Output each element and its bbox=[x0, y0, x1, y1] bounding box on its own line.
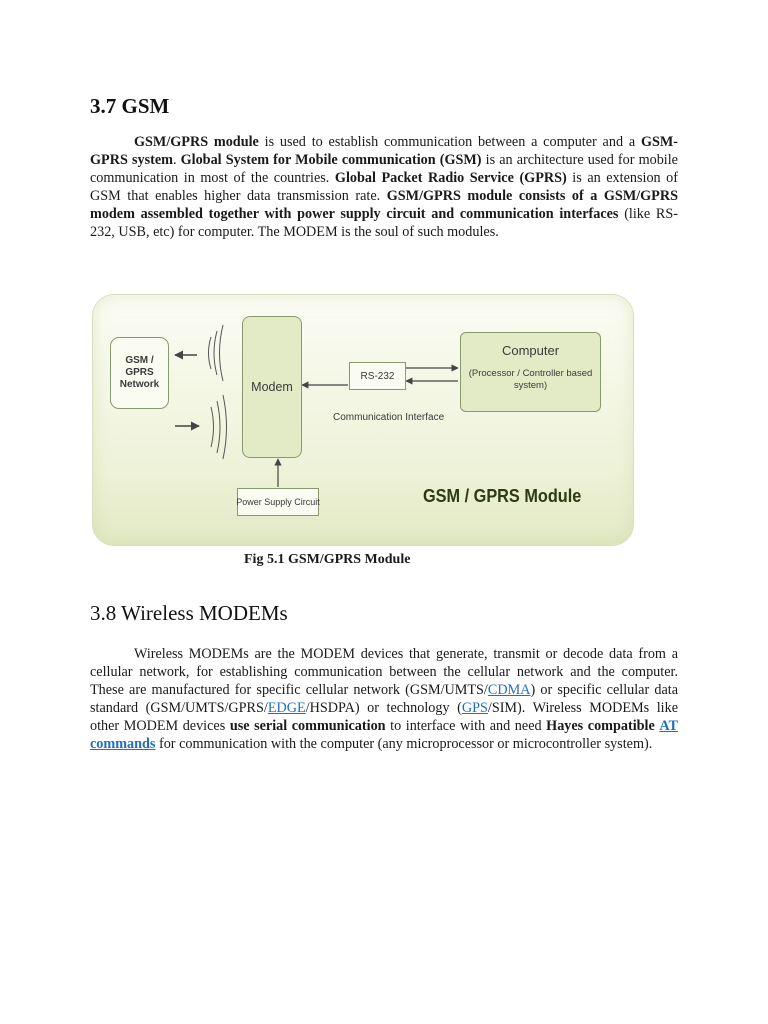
computer-title: Computer bbox=[501, 343, 560, 358]
text-span: ) or specific cellular data standard (GSM/UMTS/GPRS/ bbox=[90, 682, 678, 717]
bold-term-hayes-compatible: Hayes compatible bbox=[546, 718, 655, 735]
bold-term-gsm-gprs-system: GSM-GPRS system bbox=[90, 134, 678, 169]
text-span: /HSDPA) or technology ( bbox=[305, 700, 462, 717]
bold-term-gprs: Global Packet Radio Service (GPRS) bbox=[334, 170, 567, 187]
radio-waves-bottom-icon bbox=[211, 395, 227, 459]
text-span: Wireless MODEMs are the MODEM devices that generate, transmit or decode data from a cellular network, for establishing communication between the cellular network and the computer. These are manufactured for specific cellular network (GSM/UMTS/ bbox=[90, 646, 678, 699]
modem-box: Modem bbox=[242, 316, 302, 458]
communication-interface-label: Communication Interface bbox=[333, 412, 445, 423]
figure-caption: Fig 5.1 GSM/GPRS Module bbox=[244, 552, 411, 567]
text-span: is an architecture used for mobile communication in most of the countries. bbox=[90, 152, 678, 187]
computer-subtitle: (Processor / Controller based system) bbox=[468, 368, 593, 391]
computer-box bbox=[460, 332, 601, 412]
bold-term-gsm: Global System for Mobile communication (GSM) bbox=[180, 152, 482, 169]
gsm-paragraph bbox=[90, 133, 678, 242]
power-supply-box: Power Supply Circuit bbox=[237, 488, 319, 516]
text-span: to interface with and need bbox=[385, 718, 547, 735]
text-span: is used to establish communication between a computer and a bbox=[258, 134, 641, 150]
rs232-box: RS-232 bbox=[349, 362, 406, 390]
wireless-modems-paragraph bbox=[90, 645, 678, 754]
section-heading-3-8: 3.8 Wireless MODEMs bbox=[90, 601, 288, 625]
gsm-gprs-module-figure bbox=[92, 294, 634, 546]
bold-term-serial-communication: use serial communication bbox=[229, 718, 386, 735]
gsm-gprs-network-box bbox=[110, 337, 169, 409]
bold-term-gsm-gprs-module: GSM/GPRS module bbox=[134, 134, 259, 150]
text-span: /SIM). Wireless MODEMs like other MODEM devices bbox=[90, 700, 679, 735]
module-title: GSM / GPRS Module bbox=[423, 485, 582, 506]
radio-waves-top-icon bbox=[209, 325, 224, 381]
link-at-commands[interactable]: AT commands bbox=[90, 718, 678, 753]
section-heading-3-7: 3.7 GSM bbox=[90, 94, 170, 118]
text-span: (like RS-232, USB, etc) for computer. The MODEM is the soul of such modules. bbox=[90, 206, 678, 241]
link-cdma[interactable]: CDMA bbox=[487, 682, 531, 699]
network-label-line2: GPRS bbox=[125, 367, 154, 378]
network-label-line3: Network bbox=[119, 379, 160, 390]
text-span: for communication with the computer (any microprocessor or microcontroller system). bbox=[155, 736, 653, 753]
text-span: . bbox=[172, 152, 181, 169]
link-edge[interactable]: EDGE bbox=[267, 700, 306, 717]
text-span: is an extension of GSM that enables higher data transmission rate. bbox=[90, 170, 679, 205]
network-label-line1: GSM / bbox=[125, 355, 154, 366]
bold-statement-module-consists: GSM/GPRS module consists of a GSM/GPRS modem assembled together with power supply circuit and communication interfaces bbox=[90, 188, 678, 223]
link-gps[interactable]: GPS bbox=[461, 700, 488, 717]
